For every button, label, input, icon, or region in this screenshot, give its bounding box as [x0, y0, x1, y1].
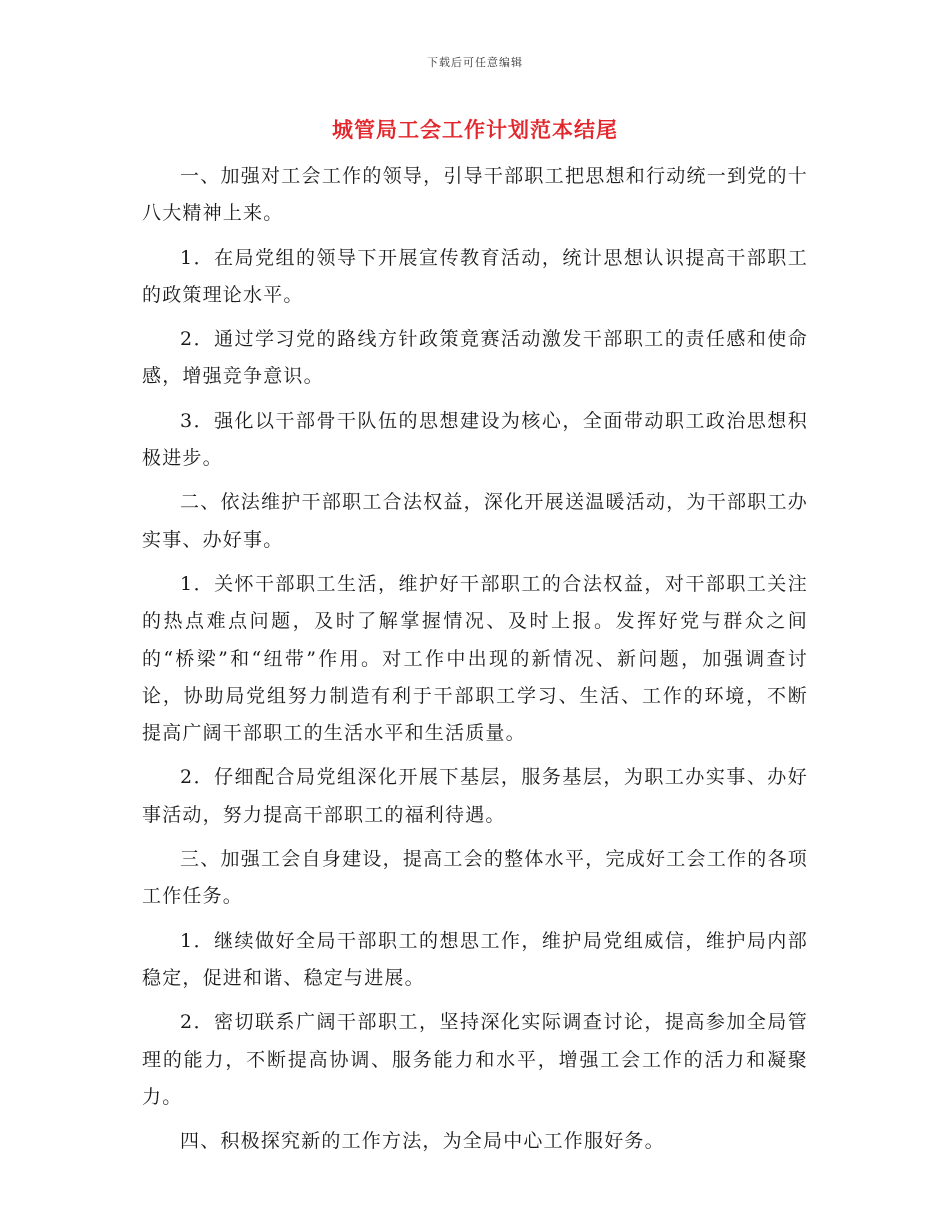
document-body: [142, 158, 808, 1167]
paragraph: 3．强化以干部骨干队伍的思想建设为核心，全面带动职工政治思想积极进步。: [142, 409, 808, 470]
paragraph: 2．通过学习党的路线方针政策竟赛活动激发干部职工的责任感和使命感，增强竞争意识。: [142, 328, 808, 388]
paragraph: 三、加强工会自身建设，提高工会的整体水平，完成好工会工作的各项工作任务。: [142, 848, 808, 908]
paragraph: 二、依法维护干部职工合法权益，深化开展送温暖活动，为干部职工办实事、办好事。: [142, 491, 808, 551]
paragraph: 1．在局党组的领导下开展宣传教育活动，统计思想认识提高干部职工的政策理论水平。: [142, 246, 808, 306]
paragraph: 一、加强对工会工作的领导，引导干部职工把思想和行动统一到党的十八大精神上来。: [142, 165, 808, 225]
paragraph: 四、积极探究新的工作方法，为全局中心工作服好务。: [180, 1130, 665, 1153]
paragraph: 1．关怀干部职工生活，维护好干部职工的合法权益，对干部职工关注的热点难点问题，及时了解掌握情况、及时上报。发挥好党与群众之间的“桥梁”和“纽带”作用。对工作中出现的新情况、新问题，加强调查讨论，协助局党组努力制造有利于干部职工学习、生活、工作的环境，不断提高广阔干部职工的生活水平和生活质量。: [142, 572, 808, 745]
paragraph: 2．仔细配合局党组深化开展下基层，服务基层，为职工办实事、办好事活动，努力提高干部职工的福利待遇。: [142, 766, 808, 826]
paragraph: 2．密切联系广阔干部职工，坚持深化实际调查讨论，提高参加全局管理的能力，不断提高协调、服务能力和水平，增强工会工作的活力和凝聚力。: [142, 1011, 808, 1108]
paragraph: 1．继续做好全局干部职工的想思工作，维护局党组威信，维护局内部稳定，促进和谐、稳定与进展。: [142, 929, 808, 989]
document-title: 城管局工会工作计划范本结尾: [332, 117, 618, 142]
header-note: 下载后可任意编辑: [427, 56, 523, 69]
